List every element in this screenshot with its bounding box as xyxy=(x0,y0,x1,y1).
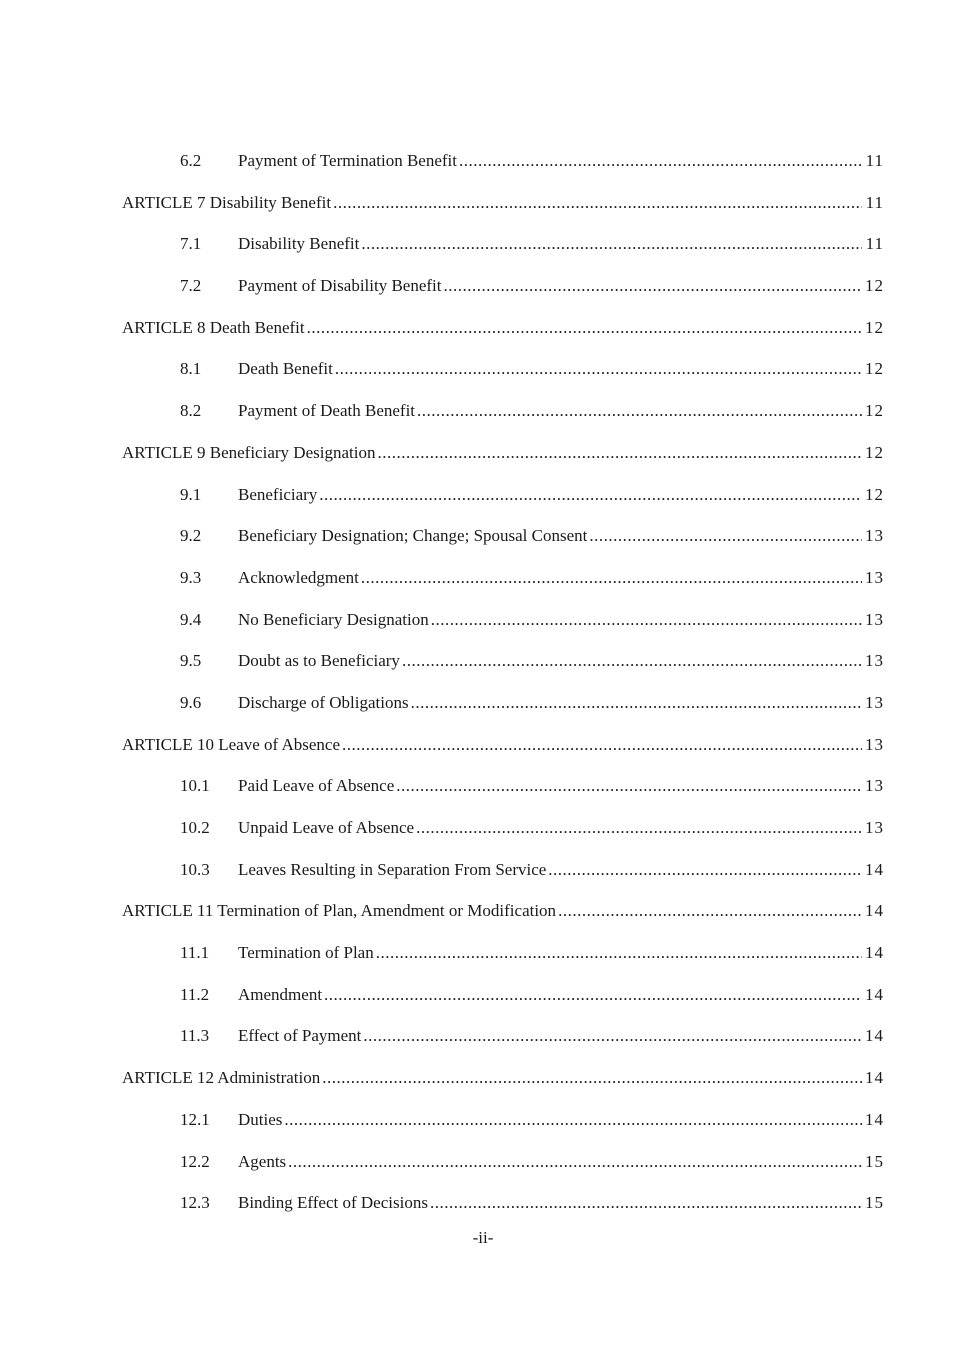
toc-entry-title: Doubt as to Beneficiary xyxy=(238,651,400,671)
toc-section-number: 10.1 xyxy=(180,776,210,796)
toc-section-number: 9.5 xyxy=(180,651,202,671)
toc-section-number: 8.2 xyxy=(180,401,202,421)
toc-dot-leader xyxy=(284,1099,862,1141)
toc-section-number: 9.4 xyxy=(180,609,202,629)
toc-entry-title: ARTICLE 12 Administration xyxy=(122,1068,321,1088)
toc-entry-title: Beneficiary Designation; Change; Spousal Consent xyxy=(238,526,588,546)
toc-dot-leader xyxy=(589,515,862,557)
toc-dot-leader xyxy=(444,265,863,307)
toc-entry-title: Leaves Resulting in Separation From Service xyxy=(238,859,547,879)
toc-page-number: 13 xyxy=(865,776,884,796)
toc-page-number: 11 xyxy=(865,151,884,170)
toc-page-number: 14 xyxy=(865,984,884,1004)
toc-page-number: 13 xyxy=(865,609,884,629)
toc-section-entry xyxy=(0,932,966,974)
toc-page-number: 12 xyxy=(865,401,884,421)
table-of-contents xyxy=(0,140,966,1224)
toc-page-number: 14 xyxy=(865,901,884,921)
page-footer-number: -ii- xyxy=(472,1228,494,1247)
toc-entry-title: ARTICLE 7 Disability Benefit xyxy=(122,192,332,212)
toc-entry-title: No Beneficiary Designation xyxy=(238,609,429,629)
toc-entry-title: Payment of Death Benefit xyxy=(238,401,416,421)
toc-article-entry xyxy=(0,432,966,474)
toc-section-number: 12.1 xyxy=(180,1109,210,1129)
toc-page-number: 13 xyxy=(865,818,884,837)
toc-dot-leader xyxy=(417,390,862,432)
toc-section-number: 11.3 xyxy=(180,1026,210,1046)
toc-section-entry xyxy=(0,140,966,182)
toc-page-number: 14 xyxy=(865,1068,884,1088)
toc-entry-title: ARTICLE 11 Termination of Plan, Amendment or Modification xyxy=(122,901,557,921)
toc-dot-leader xyxy=(558,890,862,932)
toc-dot-leader xyxy=(333,182,862,224)
toc-section-entry xyxy=(0,1182,966,1224)
toc-page-number: 14 xyxy=(865,859,884,879)
toc-article-entry xyxy=(0,182,966,224)
toc-section-number: 9.2 xyxy=(180,526,202,546)
toc-dot-leader xyxy=(411,682,862,724)
toc-section-entry xyxy=(0,474,966,516)
toc-page-number: 12 xyxy=(865,484,884,504)
toc-page-number: 13 xyxy=(865,692,884,712)
toc-section-number: 7.2 xyxy=(180,276,202,296)
toc-section-number: 11.1 xyxy=(180,943,210,963)
toc-section-entry xyxy=(0,640,966,682)
toc-page-number: 13 xyxy=(865,651,884,671)
toc-entry-title: Duties xyxy=(238,1109,283,1129)
toc-dot-leader xyxy=(322,1057,862,1099)
toc-section-number: 10.3 xyxy=(180,859,210,879)
toc-entry-title: Payment of Disability Benefit xyxy=(238,276,442,296)
toc-dot-leader xyxy=(288,1141,862,1183)
toc-page-number: 11 xyxy=(865,192,884,212)
toc-page-number: 13 xyxy=(865,567,884,587)
toc-section-entry xyxy=(0,599,966,641)
toc-section-entry xyxy=(0,223,966,265)
toc-entry-title: Paid Leave of Absence xyxy=(238,776,395,796)
toc-dot-leader xyxy=(361,557,862,599)
toc-dot-leader xyxy=(377,432,862,474)
toc-section-entry xyxy=(0,265,966,307)
toc-section-entry xyxy=(0,682,966,724)
toc-article-entry xyxy=(0,724,966,766)
toc-section-entry xyxy=(0,557,966,599)
toc-page-number: 11 xyxy=(865,234,884,254)
toc-entry-title: Binding Effect of Decisions xyxy=(238,1193,428,1213)
toc-article-entry xyxy=(0,1057,966,1099)
toc-entry-title: Disability Benefit xyxy=(238,234,360,254)
toc-section-number: 9.3 xyxy=(180,567,202,587)
toc-dot-leader xyxy=(396,765,862,807)
toc-page-number: 13 xyxy=(865,526,884,546)
toc-entry-title: Termination of Plan xyxy=(238,943,374,963)
toc-page-number: 12 xyxy=(865,276,884,296)
toc-dot-leader xyxy=(361,223,862,265)
toc-section-number: 6.2 xyxy=(180,151,202,170)
toc-dot-leader xyxy=(363,1015,862,1057)
toc-section-entry xyxy=(0,849,966,891)
toc-entry-title: Acknowledgment xyxy=(238,567,359,587)
toc-entry-title: ARTICLE 8 Death Benefit xyxy=(122,317,305,337)
toc-dot-leader xyxy=(430,1182,862,1224)
toc-entry-title: Death Benefit xyxy=(238,359,333,379)
toc-page-number: 12 xyxy=(865,359,884,379)
toc-section-number: 8.1 xyxy=(180,359,202,379)
toc-page-number: 14 xyxy=(865,1026,884,1046)
toc-entry-title: Discharge of Obligations xyxy=(238,692,409,712)
toc-dot-leader xyxy=(335,348,862,390)
toc-section-number: 7.1 xyxy=(180,234,202,254)
toc-dot-leader xyxy=(376,932,862,974)
toc-section-number: 10.2 xyxy=(180,818,210,837)
toc-article-entry xyxy=(0,890,966,932)
toc-section-entry xyxy=(0,1015,966,1057)
toc-section-entry xyxy=(0,974,966,1016)
toc-dot-leader xyxy=(416,807,862,849)
toc-section-entry xyxy=(0,348,966,390)
toc-entry-title: Agents xyxy=(238,1151,287,1171)
toc-page-number: 15 xyxy=(865,1151,884,1171)
toc-section-entry xyxy=(0,807,966,849)
toc-section-number: 9.6 xyxy=(180,692,202,712)
toc-entry-title: Amendment xyxy=(238,984,323,1004)
toc-section-number: 11.2 xyxy=(180,984,210,1004)
toc-entry-title: ARTICLE 9 Beneficiary Designation xyxy=(122,442,376,462)
toc-page-number: 12 xyxy=(865,317,884,337)
toc-article-entry xyxy=(0,307,966,349)
toc-entry-title: ARTICLE 10 Leave of Absence xyxy=(122,734,341,754)
toc-section-entry xyxy=(0,1141,966,1183)
toc-entry-title: Payment of Termination Benefit xyxy=(238,151,457,170)
toc-page-number: 14 xyxy=(865,943,884,963)
toc-section-number: 12.3 xyxy=(180,1193,210,1213)
toc-section-number: 12.2 xyxy=(180,1151,210,1171)
toc-dot-leader xyxy=(402,640,862,682)
toc-section-number: 9.1 xyxy=(180,484,202,504)
toc-dot-leader xyxy=(324,974,862,1016)
toc-dot-leader xyxy=(548,849,862,891)
toc-dot-leader xyxy=(431,599,862,641)
toc-section-entry xyxy=(0,515,966,557)
toc-page-number: 12 xyxy=(865,442,884,462)
toc-entry-title: Unpaid Leave of Absence xyxy=(238,818,415,837)
toc-section-entry xyxy=(0,765,966,807)
toc-dot-leader xyxy=(319,474,862,516)
toc-dot-leader xyxy=(459,140,862,182)
toc-dot-leader xyxy=(342,724,862,766)
toc-section-entry xyxy=(0,1099,966,1141)
toc-section-entry xyxy=(0,390,966,432)
toc-page-number: 15 xyxy=(865,1193,884,1213)
toc-dot-leader xyxy=(307,307,862,349)
toc-page-number: 13 xyxy=(865,734,884,754)
toc-page-number: 14 xyxy=(865,1109,884,1129)
toc-entry-title: Effect of Payment xyxy=(238,1026,362,1046)
toc-entry-title: Beneficiary xyxy=(238,484,318,504)
